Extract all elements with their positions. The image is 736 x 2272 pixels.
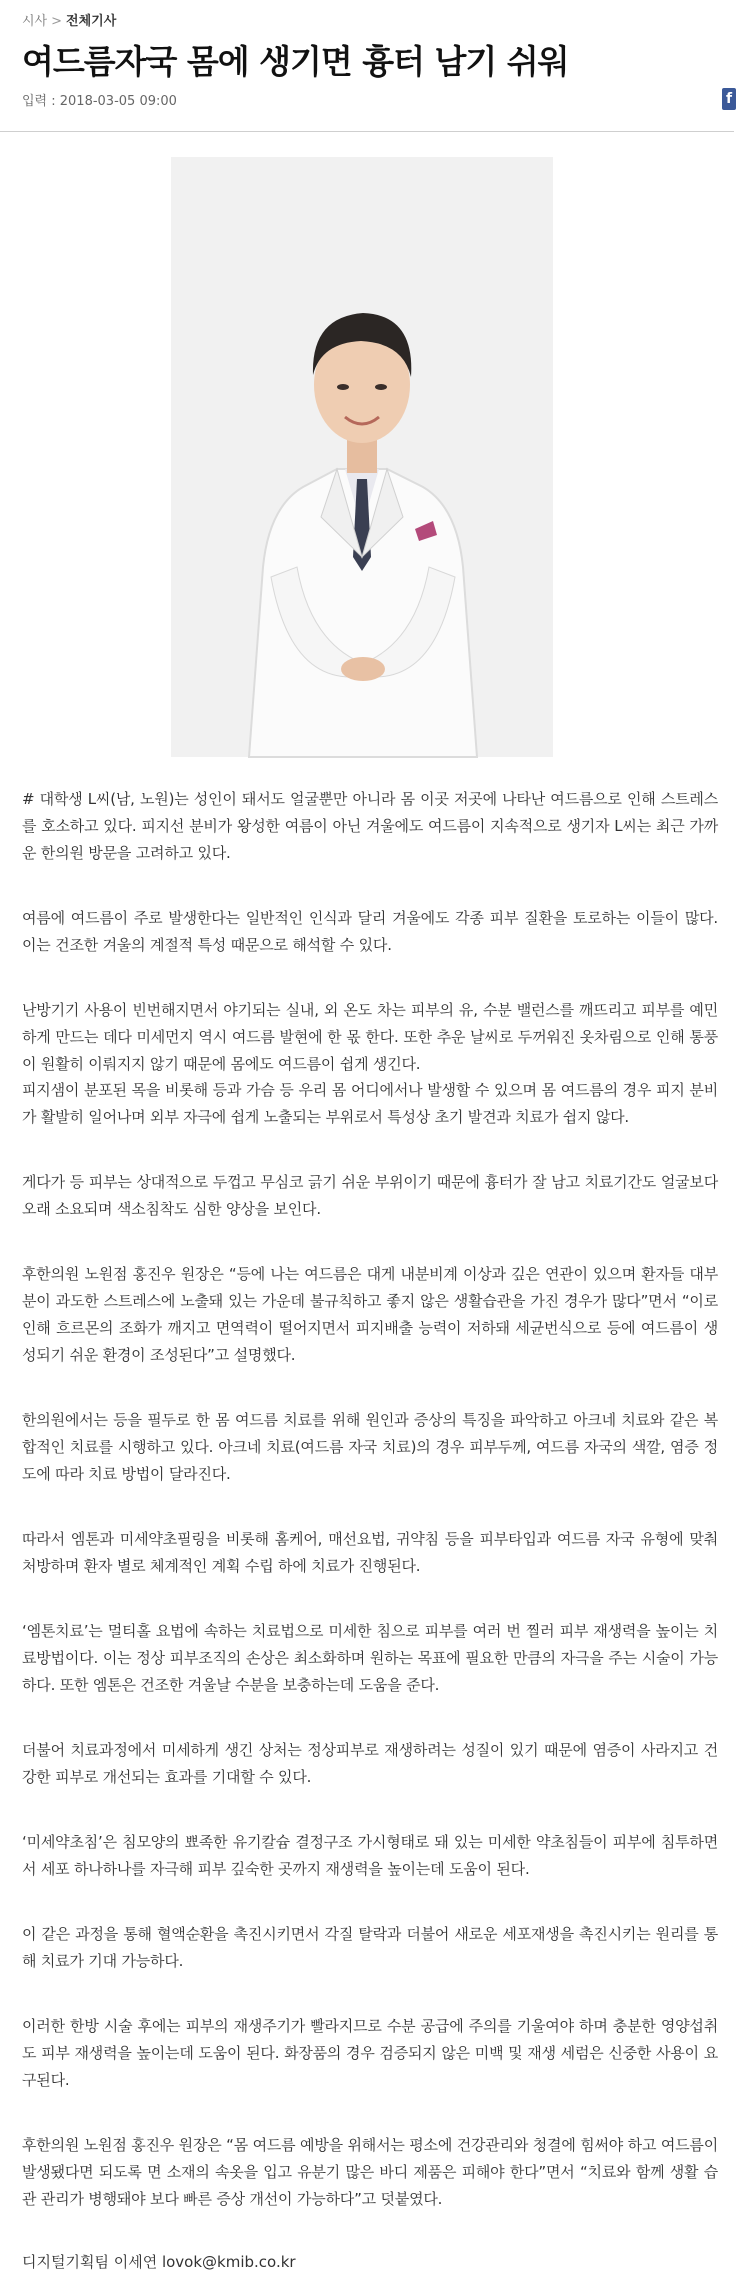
article-headline: 여드름자국 몸에 생기면 흉터 남기 쉬워 xyxy=(22,42,569,81)
article-paragraph: 따라서 엠톤과 미세약초필링을 비롯해 홈케어, 매선요법, 귀약침 등을 피부타입과 여드름 자국 유형에 맞춰 처방하며 환자 별로 체계적인 계획 수립 하에 치료가 진행된다. xyxy=(22,1530,718,1575)
article-paragraph: 피지샘이 분포된 목을 비롯해 등과 가슴 등 우리 몸 어디에서나 발생할 수 있으며 몸 여드름의 경우 피지 분비가 활발히 일어나며 외부 자극에 쉽게 노출되는 부위로서 특성상 초기 발견과 치료가 쉽지 않다. xyxy=(22,1081,718,1126)
breadcrumb-current-link[interactable]: 전체기사 xyxy=(66,14,117,29)
article-paragraph: 후한의원 노원점 홍진우 원장은 “몸 여드름 예방을 위해서는 평소에 건강관리와 청결에 힘써야 하고 여드름이 발생됐다면 되도록 면 소재의 속옷을 입고 유분기 많은 바디 제품은 피해야 한다”면서 “치료와 함께 생활 습관 관리가 병행돼야 보다 빠른 증상 개선이 가능하다”고 덧붙였다. xyxy=(22,2136,718,2208)
article-paragraph: 이 같은 과정을 통해 혈액순환을 촉진시키면서 각질 탈락과 더불어 새로운 세포재생을 촉진시키는 원리를 통해 치료가 기대 가능하다. xyxy=(22,1925,718,1970)
article-paragraph: ‘미세약초침’은 침모양의 뾰족한 유기칼슘 결정구조 가시형태로 돼 있는 미세한 약초침들이 피부에 침투하면서 세포 하나하나를 자극해 피부 깊숙한 곳까지 재생력을 높이는데 도움이 된다. xyxy=(22,1833,718,1878)
facebook-share-button[interactable] xyxy=(722,88,736,110)
header-divider xyxy=(0,131,734,132)
breadcrumb xyxy=(22,10,116,29)
article-paragraph: 여름에 여드름이 주로 발생한다는 일반적인 인식과 달리 겨울에도 각종 피부 질환을 토로하는 이들이 많다. 이는 건조한 겨울의 계절적 특성 때문으로 해석할 수 있다. xyxy=(22,909,718,954)
article-paragraph: 더불어 치료과정에서 미세하게 생긴 상처는 정상피부로 재생하려는 성질이 있기 때문에 염증이 사라지고 건강한 피부로 개선되는 효과를 기대할 수 있다. xyxy=(22,1741,718,1786)
article-paragraph: 게다가 등 피부는 상대적으로 두껍고 무심코 긁기 쉬운 부위이기 때문에 흉터가 잘 남고 치료기간도 얼굴보다 오래 소요되며 색소침착도 심한 양상을 보인다. xyxy=(22,1173,718,1218)
article-paragraph: 난방기기 사용이 빈번해지면서 야기되는 실내, 외 온도 차는 피부의 유, 수분 밸런스를 깨뜨리고 피부를 예민하게 만드는 데다 미세먼지 역시 여드름 발현에 한 몫 한다. 또한 추운 날씨로 두꺼워진 옷차림으로 인해 통풍이 원활히 이뤄지지 않기 때문에 몸에도 여드름이 쉽게 생긴다. xyxy=(22,1001,718,1073)
published-date: 입력 : 2018-03-05 09:00 xyxy=(22,94,177,109)
breadcrumb-section-link[interactable]: 시사 xyxy=(22,14,48,29)
article-paragraph: 후한의원 노원점 홍진우 원장은 “등에 나는 여드름은 대게 내분비계 이상과 깊은 연관이 있으며 환자들 대부분이 과도한 스트레스에 노출돼 있는 가운데 불규칙하고 좋지 않은 생활습관을 가진 경우가 많다”면서 “이로 인해 흐르몬의 조화가 깨지고 면역력이 떨어지면서 피지배출 능력이 저하돼 세균번식으로 등에 여드름이 생성되기 쉬운 환경이 조성된다”고 설명했다. xyxy=(22,1265,718,1364)
facebook-icon: f xyxy=(726,91,733,107)
article-paragraph: # 대학생 L씨(남, 노원)는 성인이 돼서도 얼굴뿐만 아니라 몸 이곳 저곳에 나타난 여드름으로 인해 스트레스를 호소하고 있다. 피지선 분비가 왕성한 여름이 아닌 겨울에도 여드름이 지속적으로 생기자 L씨는 최근 가까운 한의원 방문을 고려하고 있다. xyxy=(22,790,718,862)
reporter-byline: 디지털기획팀 이세연 lovok@kmib.co.kr xyxy=(22,2253,296,2271)
breadcrumb-separator: > xyxy=(51,14,63,29)
portrait-illustration xyxy=(171,157,553,757)
article-paragraph: ‘엠톤치료’는 멀티홀 요법에 속하는 치료법으로 미세한 침으로 피부를 여러 번 찔러 피부 재생력을 높이는 치료방법이다. 이는 정상 피부조직의 손상은 최소화하며 원하는 목표에 필요한 만큼의 자극을 주는 시술이 가능하다. 또한 엠톤은 건조한 겨울날 수분을 보충하는데 도움을 준다. xyxy=(22,1622,718,1694)
portrait-photo xyxy=(171,157,553,757)
article-paragraph: 한의원에서는 등을 필두로 한 몸 여드름 치료를 위해 원인과 증상의 특징을 파악하고 아크네 치료와 같은 복합적인 치료를 시행하고 있다. 아크네 치료(여드름 자국 치료)의 경우 피부두께, 여드름 자국의 색깔, 염증 정도에 따라 치료 방법이 달라진다. xyxy=(22,1411,718,1483)
article-paragraph: 이러한 한방 시술 후에는 피부의 재생주기가 빨라지므로 수분 공급에 주의를 기울여야 하며 충분한 영양섭취도 피부 재생력을 높이는데 도움이 된다. 화장품의 경우 검증되지 않은 미백 및 재생 세럼은 신중한 사용이 요구된다. xyxy=(22,2017,718,2089)
article-body xyxy=(22,786,718,2272)
